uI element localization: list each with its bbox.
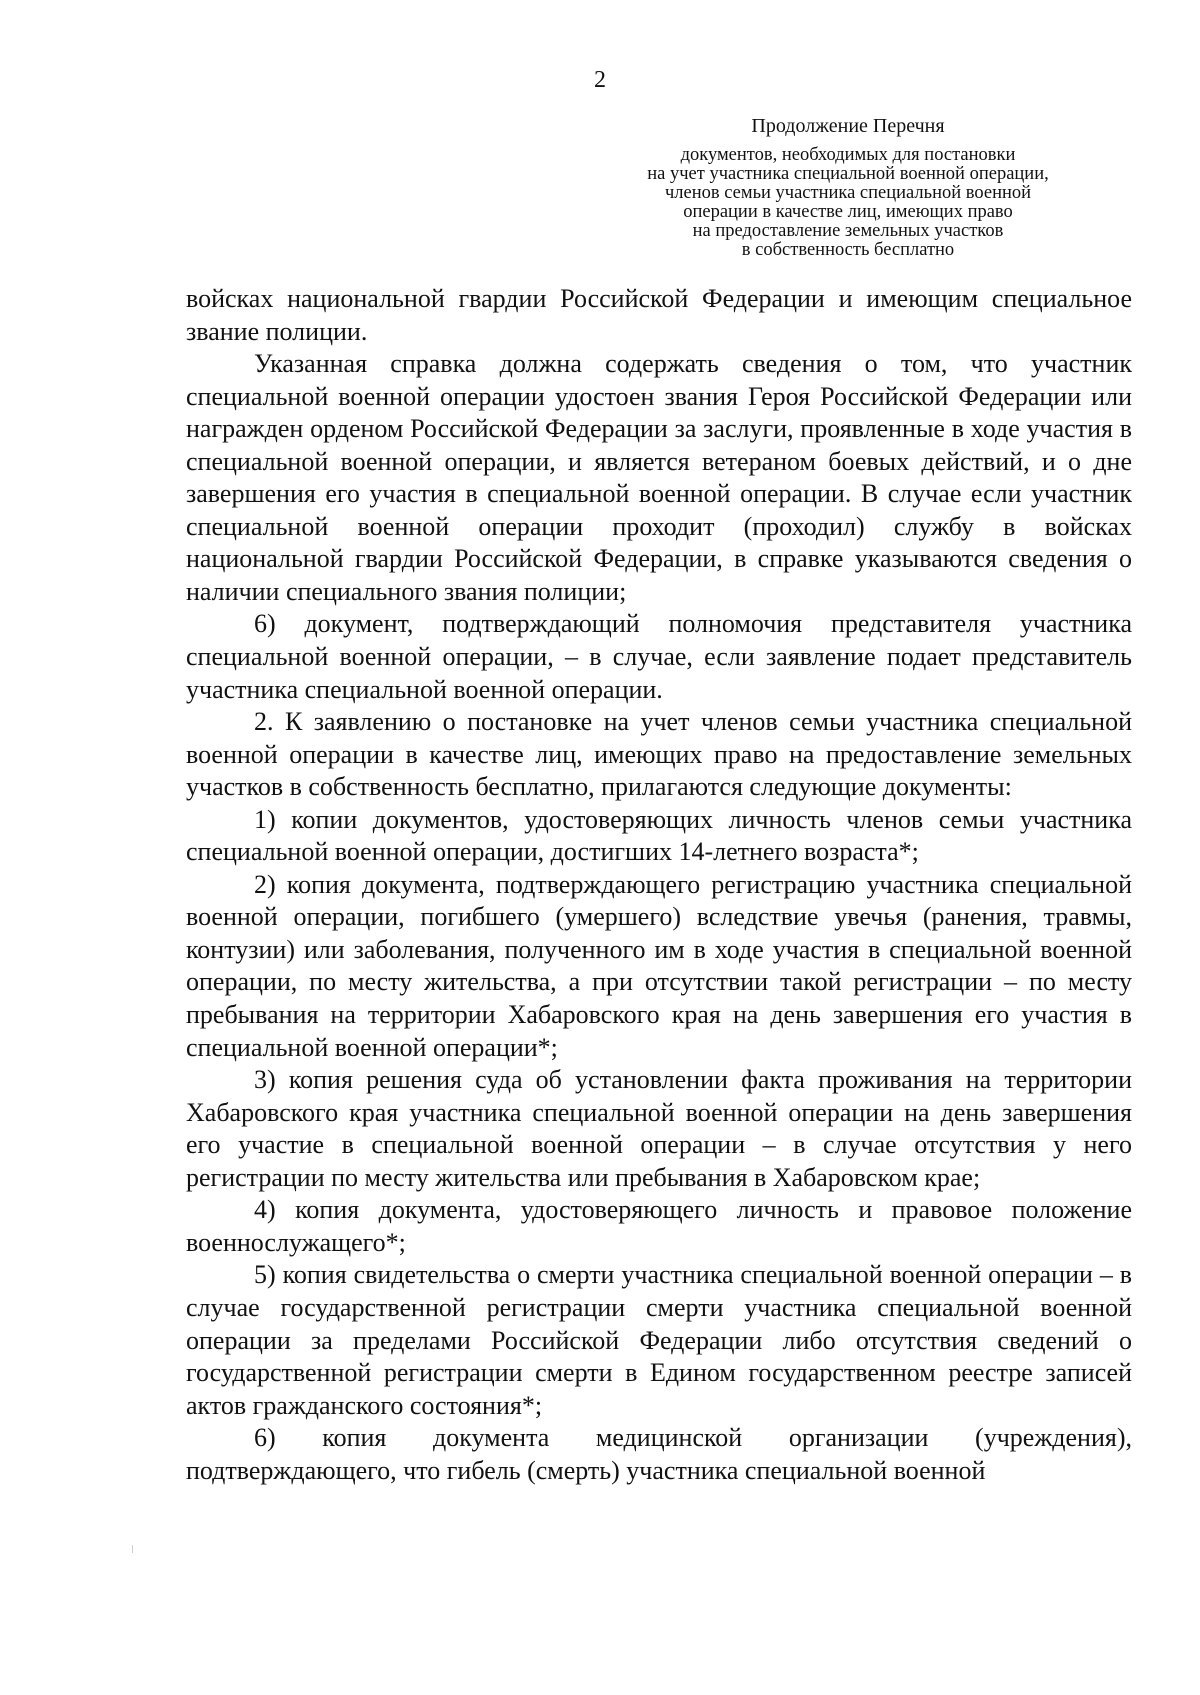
section-2-intro: 2. К заявлению о постановке на учет членов семьи участника специальной военной операции в качестве лиц, имеющих право на предоставление земельных участков в собственность бесплатно, прилагаются следующие документы: (186, 707, 1132, 802)
page-number: 2 (594, 67, 606, 93)
header-line: членов семьи участника специальной военной (664, 183, 1032, 203)
list-item-4: 4) копия документа, удостоверяющего личность и правовое положение военнослужащего*; (186, 1195, 1132, 1257)
header-line: документов, необходимых для постановки (680, 145, 1016, 165)
header-line: в собственность бесплатно (741, 240, 955, 260)
list-item-6: 6) копия документа медицинской организации (учреждения), подтверждающего, что гибель (смерть) участника специальной военной (186, 1423, 1132, 1485)
paragraph-certificate-details: Указанная справка должна содержать сведения о том, что участник специальной военной операции удостоен звания Героя Российской Федерации или награжден орденом Российской Федерации за заслуги, проявленные в ходе участия в специальной военной операции, и является ветераном боевых действий, и о дне завершения его участия в специальной военной операции. В случае если участник специальной военной операции проходит (проходил) службу в войсках национальной гвардии Российской Федерации, в справке указываются сведения о наличии специального звания полиции; (186, 349, 1132, 606)
scan-artifact (132, 1545, 133, 1553)
header-line: операции в качестве лиц, имеющих право (683, 202, 1013, 222)
paragraph-continuation: войсках национальной гвардии Российской Федерации и имеющим специальное звание полиции. (186, 284, 1132, 346)
list-item-3: 3) копия решения суда об установлении факта проживания на территории Хабаровского края участника специальной военной операции на день завершения его участие в специальной военной операции – в случае отсутствия у него регистрации по месту жительства или пребывания в Хабаровском крае; (186, 1065, 1132, 1192)
list-item-6-representative: 6) документ, подтверждающий полномочия представителя участника специальной военной операции, – в случае, если заявление подает представитель участника специальной военной операции. (186, 609, 1132, 704)
header-title: Продолжение Перечня (751, 115, 945, 137)
header-line: на предоставление земельных участков (692, 221, 1004, 241)
continuation-header (588, 114, 1108, 260)
list-item-2: 2) копия документа, подтверждающего регистрацию участника специальной военной операции, погибшего (умершего) вследствие увечья (ранения, травмы, контузии) или заболевания, полученного им в ходе участия в специальной военной операции, по месту жительства, а при отсутствии такой регистрации – по месту пребывания на территории Хабаровского края на день завершения его участия в специальной военной операции*; (186, 869, 1132, 1062)
list-item-5: 5) копия свидетельства о смерти участника специальной военной операции – в случае государственной регистрации смерти участника специальной военной операции за пределами Российской Федерации либо отсутствия сведений о государственной регистрации смерти в Едином государственном реестре записей актов гражданского состояния*; (186, 1260, 1132, 1420)
document-body (186, 283, 1132, 1487)
header-line: на учет участника специальной военной операции, (647, 164, 1049, 184)
list-item-1: 1) копии документов, удостоверяющих личность членов семьи участника специальной военной операции, достигших 14-летнего возраста*; (186, 804, 1132, 867)
